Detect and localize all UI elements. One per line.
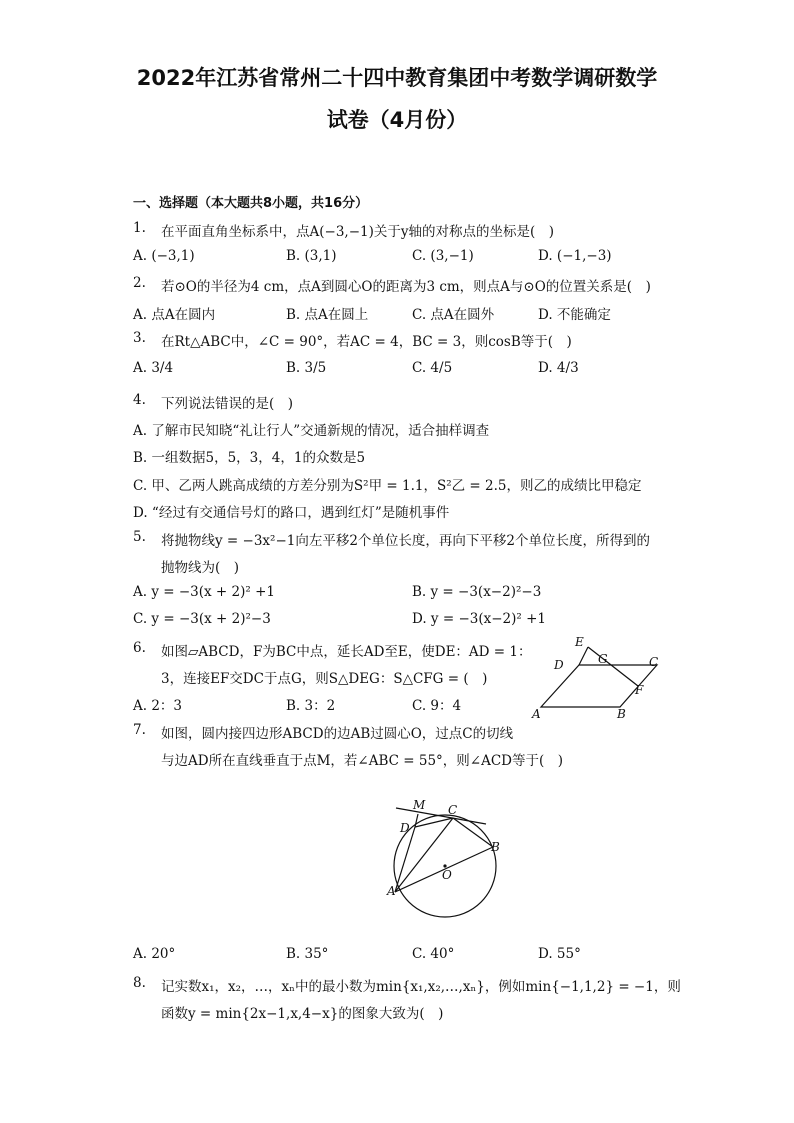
question-number: 3. [133,330,146,346]
figure-circle [380,790,510,930]
label-m: M [413,798,426,812]
option-d: D. (−1,−3) [538,248,612,264]
label-c: C [448,803,458,817]
question-stem: 若⊙O的半径为4 cm，点A到圆心O的距离为3 cm，则点A与⊙O的位置关系是( ) [161,279,651,295]
question-number: 7. [133,722,146,738]
paper-title-line2: 试卷（4月份） [326,108,468,132]
option-b: B. 35° [286,946,329,962]
question-stem: 将抛物线y = −3x²−1向左平移2个单位长度，再向下平移2个单位长度，所得到的 [161,533,651,549]
option-b: B. 3：2 [286,698,336,714]
label-d: D [554,658,564,672]
question-stem: 下列说法错误的是( ) [161,396,294,412]
label-a: A [387,884,396,898]
question-number: 1. [133,220,146,236]
option-d: D. 55° [538,946,581,962]
option-b: B. (3,1) [286,248,337,264]
option-b: B. 3/5 [286,360,327,376]
option-d: D. “经过有交通信号灯的路口，遇到红灯”是随机事件 [133,505,450,521]
option-d: D. y = −3(x−2)² +1 [412,611,546,627]
question-number: 2. [133,275,146,291]
option-c: C. 40° [412,946,455,962]
label-c: C [649,655,659,669]
section-heading: 一、选择题（本大题共8小题，共16分） [133,196,369,211]
label-e: E [575,635,584,649]
question-stem: 如图▱ABCD，F为BC中点，延长AD至E，使DE：AD = 1： [161,644,532,660]
label-b: B [491,840,500,854]
label-o: O [442,868,452,882]
extension-dm [415,814,418,827]
question-number: 5. [133,529,146,545]
question-stem-cont: 3，连接EF交DC于点G，则S△DEG：S△CFG = ( ) [161,671,488,687]
option-c: C. 9：4 [412,698,462,714]
option-b: B. 点A在圆上 [286,307,369,323]
question-stem-cont: 函数y = min{2x−1,x,4−x}的图象大致为( ) [161,1006,444,1022]
option-c: C. 点A在圆外 [412,307,495,323]
segment-de [579,647,588,665]
question-number: 6. [133,640,146,656]
label-b: B [617,707,626,721]
option-d: D. 不能确定 [538,307,611,323]
option-a: A. 点A在圆内 [133,307,216,323]
option-a: A. 3/4 [133,360,174,376]
figure-parallelogram [525,632,675,724]
option-c: C. y = −3(x + 2)²−3 [133,611,271,627]
segment-cb [453,818,493,847]
option-d: D. 4/3 [538,360,579,376]
option-a: A. (−3,1) [133,248,195,264]
label-d: D [400,821,410,835]
option-a: A. y = −3(x + 2)² +1 [133,584,275,600]
label-f: F [635,683,644,697]
question-stem: 记实数x₁，x₂，…，xₙ中的最小数为min{x₁,x₂,…,xₙ}，例如min{−1,1,2} = −1，则 [161,979,681,995]
question-stem: 在平面直角坐标系中，点A(−3,−1)关于y轴的对称点的坐标是( ) [161,224,555,240]
segment-ad [395,827,415,892]
question-number: 4. [133,392,146,408]
question-number: 8. [133,975,146,991]
option-c: C. 甲、乙两人跳高成绩的方差分别为S²甲 = 1.1，S²乙 = 2.5，则乙的成绩比甲稳定 [133,478,642,494]
label-g: G [598,652,608,666]
question-stem-cont: 与边AD所在直线垂直于点M，若∠ABC = 55°，则∠ACD等于( ) [161,753,564,769]
option-b: B. y = −3(x−2)²−3 [412,584,542,600]
option-a: A. 20° [133,946,176,962]
question-stem: 如图，圆内接四边形ABCD的边AB过圆心O，过点C的切线 [161,726,514,742]
option-a: A. 2：3 [133,698,183,714]
option-c: C. (3,−1) [412,248,474,264]
question-stem: 在Rt△ABC中，∠C = 90°，若AC = 4，BC = 3，则cosB等于( ) [161,334,572,350]
option-b: B. 一组数据5，5，3，4，1的众数是5 [133,450,366,466]
option-a: A. 了解市民知晓“礼让行人”交通新规的情况，适合抽样调查 [133,423,490,439]
question-stem-cont: 抛物线为( ) [161,560,240,576]
label-a: A [532,707,541,721]
segment-ef [588,647,638,686]
option-c: C. 4/5 [412,360,453,376]
paper-title-line1: 2022年江苏省常州二十四中教育集团中考数学调研数学 [136,66,658,90]
